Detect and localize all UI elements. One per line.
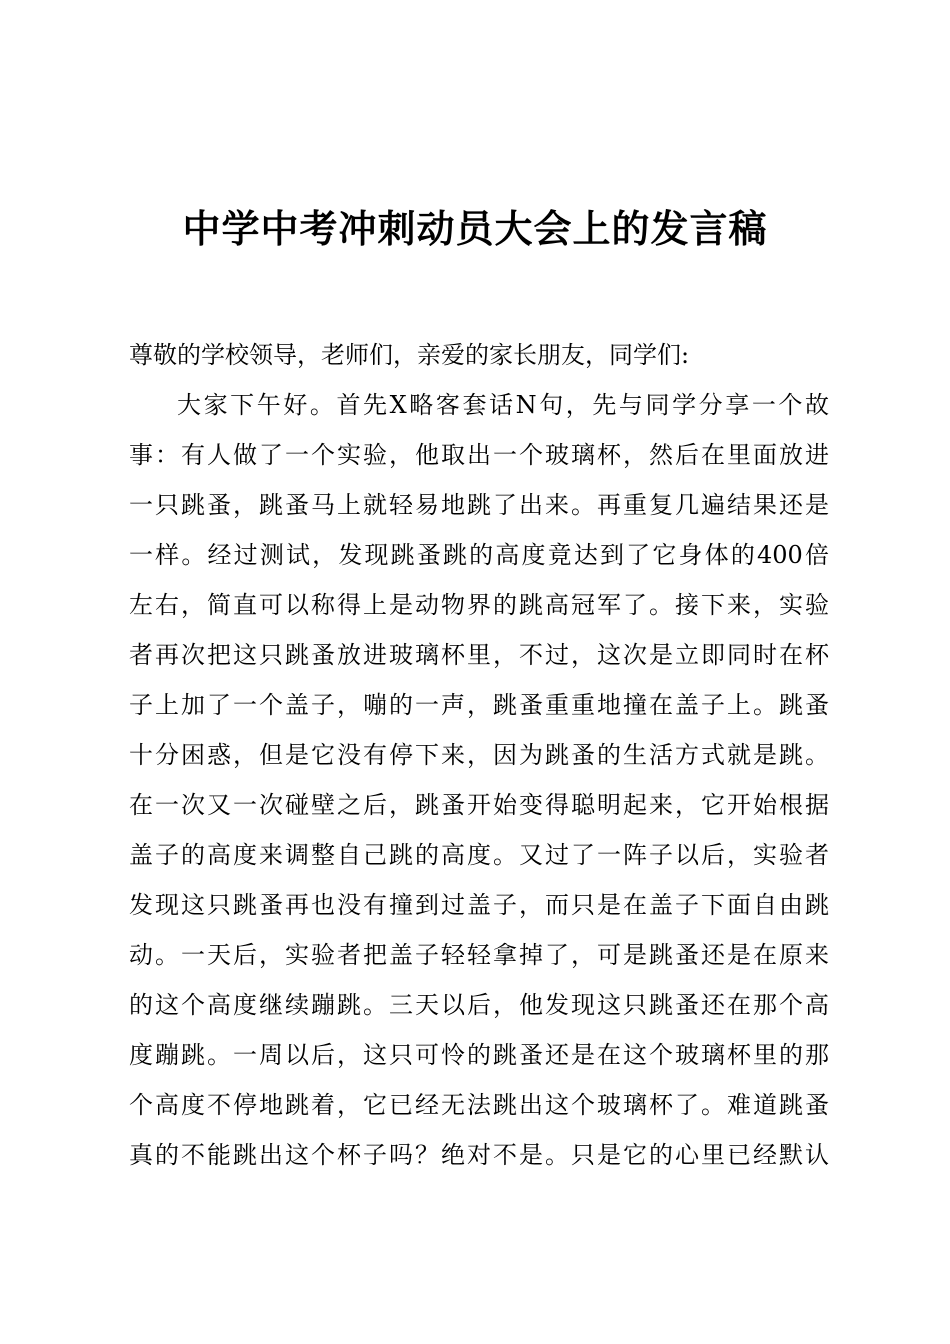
document-title: 中学中考冲刺动员大会上的发言稿	[182, 207, 768, 251]
body-line: 一样。经过测试，发现跳蚤跳的高度竟达到了它身体的400倍	[129, 541, 829, 569]
body-line: 事：有人做了一个实验，他取出一个玻璃杯，然后在里面放进	[129, 441, 829, 469]
body-line: 的这个高度继续蹦跳。三天以后，他发现这只跳蚤还在那个高	[129, 991, 829, 1019]
salutation: 尊敬的学校领导，老师们，亲爱的家长朋友，同学们:	[129, 341, 690, 369]
body-line: 左右，简直可以称得上是动物界的跳高冠军了。接下来，实验	[129, 591, 829, 619]
body-line: 动。一天后，实验者把盖子轻轻拿掉了，可是跳蚤还是在原来	[129, 941, 829, 969]
body-line: 发现这只跳蚤再也没有撞到过盖子，而只是在盖子下面自由跳	[129, 891, 829, 919]
body-line: 真的不能跳出这个杯子吗？绝对不是。只是它的心里已经默认	[129, 1141, 829, 1169]
body-line: 在一次又一次碰壁之后，跳蚤开始变得聪明起来，它开始根据	[129, 791, 829, 819]
body-line: 个高度不停地跳着，它已经无法跳出这个玻璃杯了。难道跳蚤	[129, 1091, 829, 1119]
body-line: 子上加了一个盖子，嘣的一声，跳蚤重重地撞在盖子上。跳蚤	[129, 691, 829, 719]
body-line: 大家下午好。首先X略客套话N句，先与同学分享一个故	[177, 391, 829, 419]
body-line: 一只跳蚤，跳蚤马上就轻易地跳了出来。再重复几遍结果还是	[129, 491, 829, 519]
body-line: 度蹦跳。一周以后，这只可怜的跳蚤还是在这个玻璃杯里的那	[129, 1041, 829, 1069]
body-line: 盖子的高度来调整自己跳的高度。又过了一阵子以后，实验者	[129, 841, 829, 869]
body-line: 者再次把这只跳蚤放进玻璃杯里，不过，这次是立即同时在杯	[129, 641, 829, 669]
body-paragraph	[129, 386, 829, 1186]
body-line: 十分困惑，但是它没有停下来，因为跳蚤的生活方式就是跳。	[129, 741, 829, 769]
